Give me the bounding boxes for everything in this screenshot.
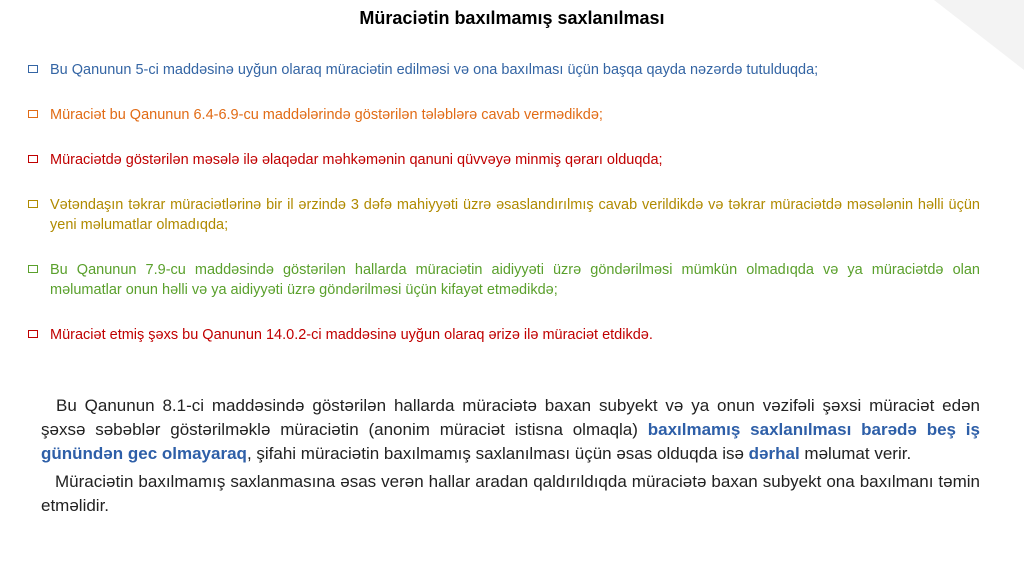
bullet-item [28, 195, 980, 235]
bullet-item [28, 150, 980, 170]
body-paragraphs [41, 394, 980, 522]
checkbox-icon [28, 155, 38, 163]
bullet-text: Vətəndaşın təkrar müraciətlərinə bir il ərzində 3 dəfə mahiyyəti üzrə əsaslandırılmış cavab verildikdə və təkrar müraciətdə məsələnin həlli üçün yeni məlumatlar olmadıqda; [50, 197, 980, 233]
checkbox-icon [28, 200, 38, 208]
checkbox-icon [28, 65, 38, 73]
bullet-text: Müraciət bu Qanunun 6.4-6.9-cu maddələrində göstərilən tələblərə cavab vermədikdə; [50, 107, 603, 123]
bullet-item [28, 105, 980, 125]
bullet-item [28, 260, 980, 300]
bullet-text: Bu Qanunun 7.9-cu maddəsində göstərilən hallarda müraciətin aidiyyəti üzrə göndərilməsi mümkün olmadıqda və ya müraciətdə olan məlumatlar onun həlli və ya aidiyyəti üzrə göndərilməsi üçün kifayət etmədikdə; [50, 262, 980, 298]
highlight-deadline: baxılmamış saxlanılması barədə beş iş günündən gec olmayaraq [41, 420, 980, 463]
paragraph-notification [41, 394, 980, 466]
paragraph-text: məlumat verir. [799, 444, 912, 463]
checkbox-icon [28, 330, 38, 338]
checkbox-icon [28, 110, 38, 118]
paragraph-resume: Müraciətin baxılmamış saxlanmasına əsas verən hallar aradan qaldırıldıqda müraciətə baxan subyekt ona baxılmanı təmin etməlidir. [41, 472, 980, 515]
bullet-item [28, 325, 980, 345]
bullet-item [28, 60, 980, 80]
bullet-text: Bu Qanunun 5-ci maddəsinə uyğun olaraq müraciətin edilməsi və ona baxılması üçün başqa qayda nəzərdə tutulduqda; [50, 62, 819, 78]
checkbox-icon [28, 265, 38, 273]
bullet-text: Müraciət etmiş şəxs bu Qanunun 14.0.2-ci maddəsinə uyğun olaraq ərizə ilə müraciət etdikdə. [50, 327, 653, 343]
paragraph-text: Bu Qanunun 8.1-ci maddəsində göstərilən hallarda müraciətə baxan subyekt və ya onun vəzifəli şəxsi müraciət edən şəxsə səbəblər göstərilməklə müraciətin (anonim müraciət istisna olmaqla) [41, 396, 980, 439]
page-title: Müraciətin baxılmamış saxlanılması [359, 8, 665, 28]
bullet-text: Müraciətdə göstərilən məsələ ilə əlaqədar məhkəmənin qanuni qüvvəyə minmiş qərarı olduqda; [50, 152, 663, 168]
bullet-list [28, 60, 980, 370]
paragraph-text: , şifahi müraciətin baxılmamış saxlanılması üçün əsas olduqda isə [246, 444, 749, 463]
highlight-immediately: dərhal [748, 444, 800, 463]
